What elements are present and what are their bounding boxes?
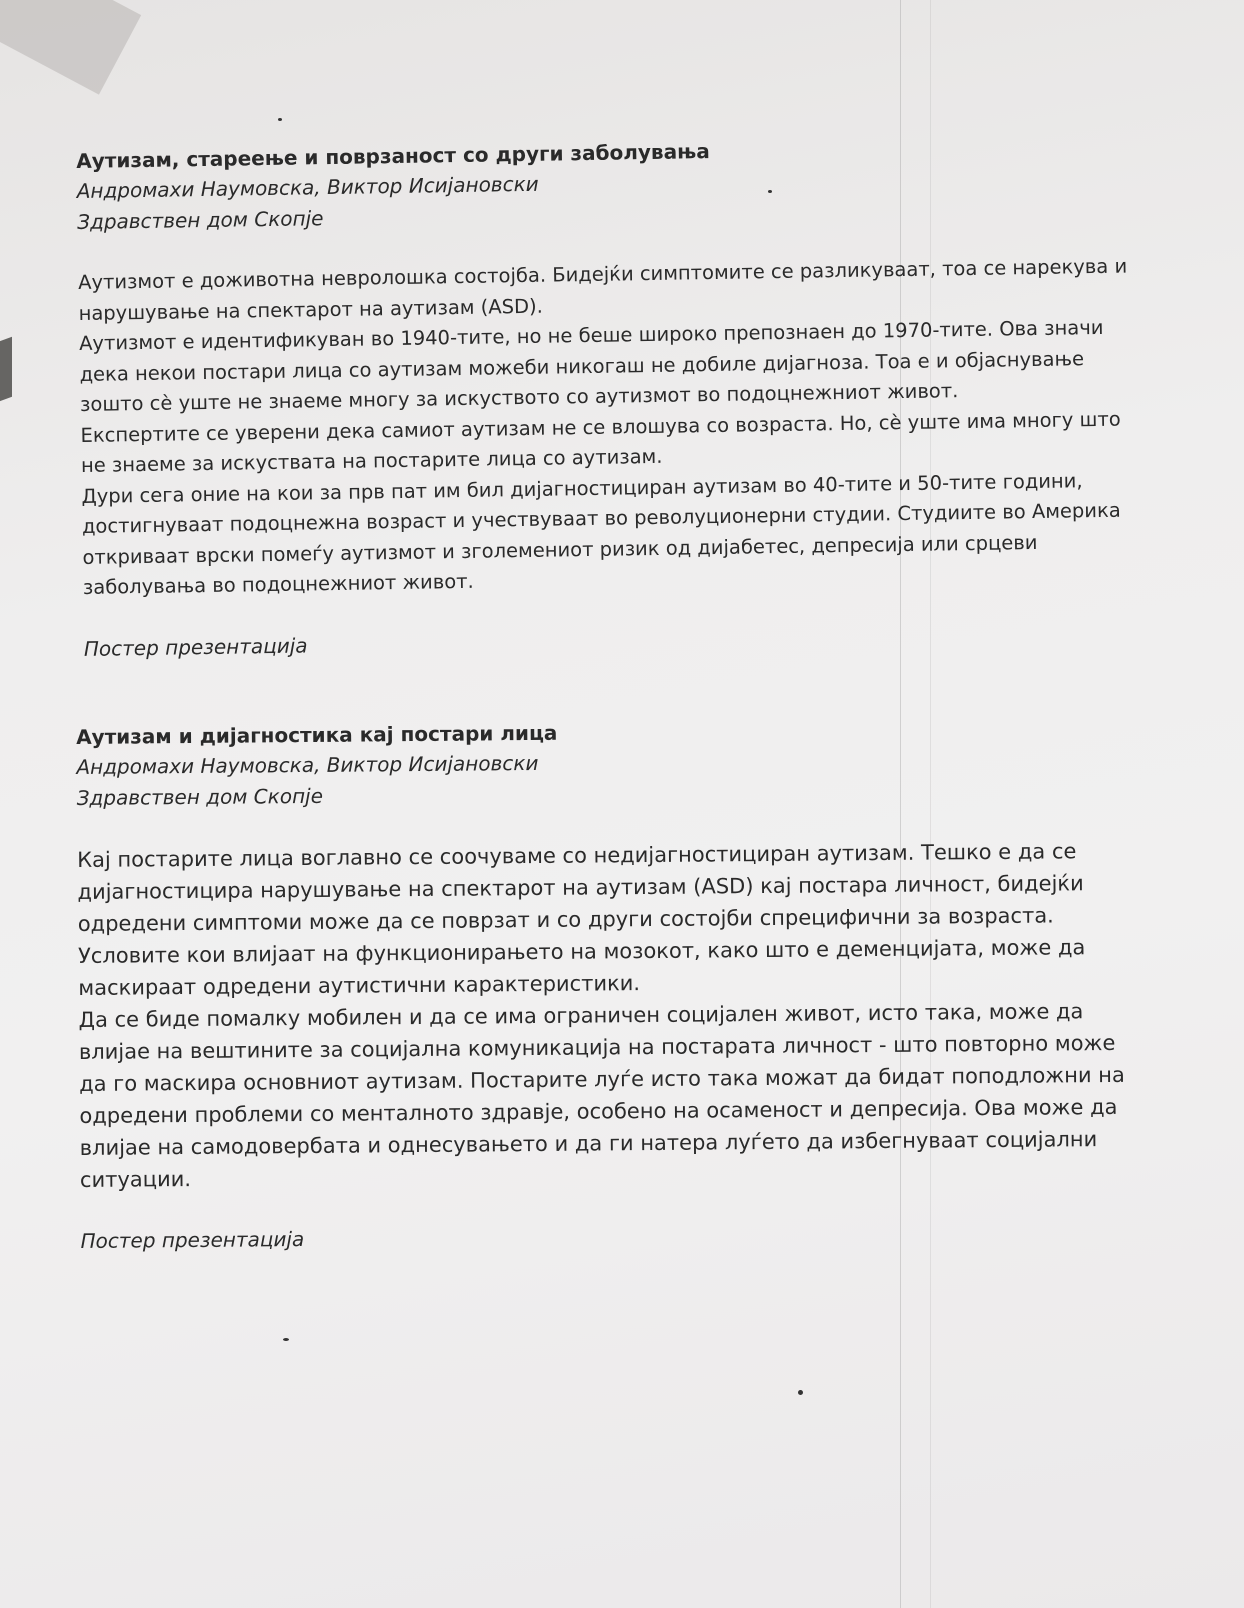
abstract-institution: Здравствен дом Скопје [76,783,324,810]
page-corner-shadow [0,0,141,95]
abstract-paragraph: Аутизмот е доживотна невролошка состојба. Бидејќи симптомите се разликуваат, тоа се нарекува и нарушување на спектарот на аутизам (ASD). [77,254,1128,325]
abstract-title: Аутизам, стареење и поврзаност со други заболувања [76,139,710,173]
abstract-paragraph: Аутизмот е идентификуван во 1940-тите, но не беше широко препознаен до 1970-тите. Ова значи дека некои постари лица со аутизам можеби никогаш не добиле дијагноза. Тоа е и објаснување зошто сè уште не знаеме многу за искуството со аутизмот во подоцнежниот живот. [78,315,1104,416]
abstract-body [77,834,1140,1195]
abstract-paragraph: Дури сега оние на кои за прв пат им бил дијагностициран аутизам во 40-тите и 50-тите години, достигнуваат подоцнежна возраст и учествуваат во револуционерни студии. Студиите во Америка откриваат врски помеѓу аутизмот и зголемениот ризик од дијабетес, депресија или срцеви заболувања во подоцнежниот живот. [81,468,1121,599]
abstract-institution: Здравствен дом Скопје [77,206,324,234]
abstract-paragraph: Кај постарите лица воглавно се соочуваме со недијагностициран аутизам. Тешко е да се дијагностицира нарушување на спектарот на аутизам (ASD) кај постара личност, бидејќи одредени симптоми може да се поврзат и со други состојби спрецифични за возраста. Условите кои влијаат на функционирањето на мозокот, како што е деменцијата, може да маскираат одредени аутистични карактеристики. [77,838,1086,1000]
document-content [76,139,1136,1256]
abstract-body [78,251,1143,603]
presentation-type-label: Постер презентација [80,1226,305,1253]
abstract-paragraph: Експертите се уверени дека самиот аутизам не се влошува со возраста. Но, сè уште има многу што не знаеме за искуствата на постарите лица со аутизам. [80,407,1121,477]
abstract-authors: Андромахи Наумовска, Виктор Исијановски [76,750,539,779]
abstract-section [76,129,1144,663]
presentation-type-label: Постер презентација [83,632,308,661]
paper-speck [278,118,282,121]
abstract-section [76,712,1141,1255]
abstract-authors: Андромахи Наумовска, Виктор Исијановски [76,171,539,203]
paper-speck [798,1390,803,1395]
abstract-title: Аутизам и дијагностика кај постари лица [76,720,558,749]
abstract-paragraph: Да се биде помалку мобилен и да се има ограничен социјален живот, исто така, може да влијае на вештините за социјална комуникација на постарата личност - што повторно може да го маскира основниот аутизам. Постарите луѓе исто така можат да бидат поподложни на одредени проблеми со менталното здравје, особено на осаменост и депресија. Ова може да влијае на самодовербата и однесувањето и да ги натера луѓето да избегнуваат социјални ситуации. [78,998,1125,1192]
page-edge-shadow [0,337,12,404]
paper-speck [283,1338,289,1341]
